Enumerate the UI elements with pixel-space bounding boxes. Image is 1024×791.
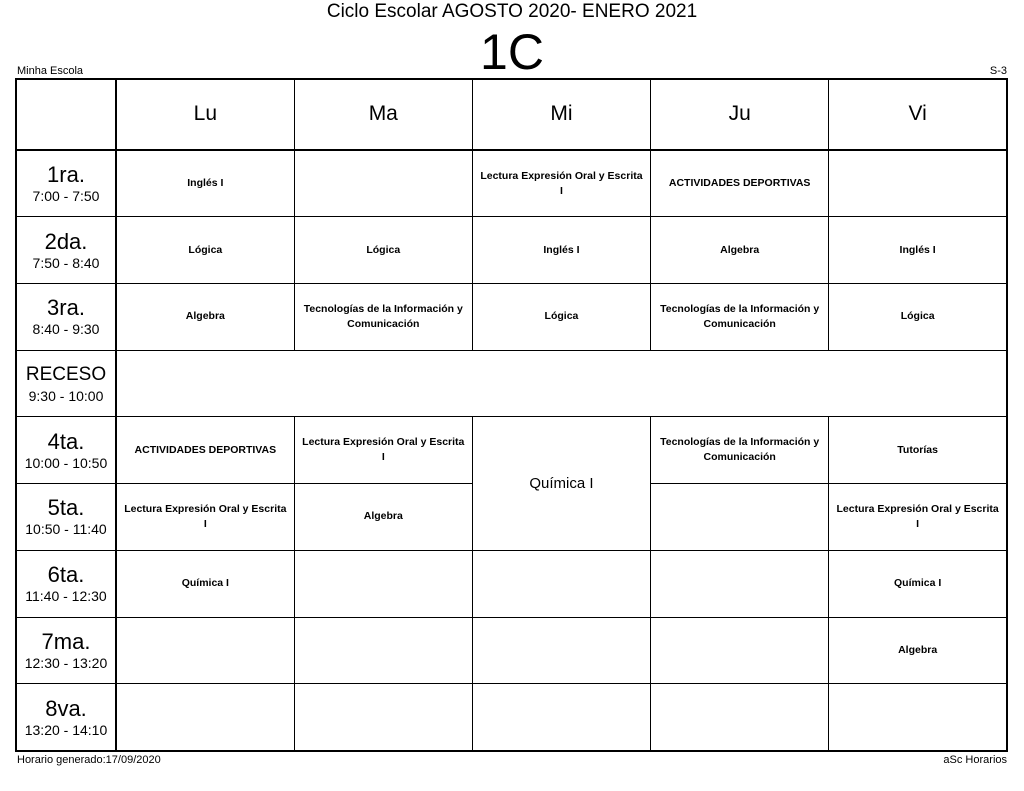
day-header-lu: Lu bbox=[116, 79, 294, 150]
class-cell bbox=[651, 550, 829, 617]
class-cell: Tecnologías de la Información y Comunicación bbox=[294, 284, 472, 351]
day-header-row bbox=[16, 79, 1007, 150]
period-time: 11:40 - 12:30 bbox=[25, 588, 107, 605]
class-cell: Lógica bbox=[116, 217, 294, 284]
class-cell: Inglés I bbox=[829, 217, 1007, 284]
period-row-1 bbox=[16, 150, 1007, 217]
class-cell bbox=[472, 550, 650, 617]
class-cell bbox=[294, 684, 472, 751]
class-cell bbox=[116, 684, 294, 751]
period-name: 2da. bbox=[44, 228, 88, 254]
period-row-6 bbox=[16, 550, 1007, 617]
period-name: 5ta. bbox=[47, 495, 85, 521]
class-cell: Lógica bbox=[294, 217, 472, 284]
period-row-7 bbox=[16, 617, 1007, 684]
software-name: aSc Horarios bbox=[943, 754, 1007, 766]
recess-cell bbox=[116, 350, 1007, 417]
class-cell: Algebra bbox=[294, 484, 472, 551]
class-cell bbox=[651, 484, 829, 551]
period-time: 10:00 - 10:50 bbox=[24, 454, 108, 471]
period-label bbox=[16, 350, 116, 417]
period-label bbox=[16, 684, 116, 751]
period-row-2 bbox=[16, 217, 1007, 284]
period-name: 3ra. bbox=[47, 295, 85, 321]
corner-cell bbox=[16, 79, 116, 150]
period-name: 4ta. bbox=[47, 428, 85, 454]
period-label bbox=[16, 284, 116, 351]
period-time: 7:00 - 7:50 bbox=[32, 188, 100, 205]
class-cell: Algebra bbox=[829, 617, 1007, 684]
class-cell bbox=[116, 617, 294, 684]
class-cell: Lectura Expresión Oral y Escrita I bbox=[294, 417, 472, 484]
class-cell: Inglés I bbox=[116, 150, 294, 217]
class-cell: Inglés I bbox=[472, 217, 650, 284]
class-cell bbox=[651, 617, 829, 684]
schedule-code: S-3 bbox=[989, 65, 1007, 77]
period-time: 12:30 - 13:20 bbox=[24, 654, 108, 671]
period-time: 7:50 - 8:40 bbox=[32, 254, 100, 271]
class-cell bbox=[651, 684, 829, 751]
day-header-ma: Ma bbox=[294, 79, 472, 150]
class-cell: Tecnologías de la Información y Comunicación bbox=[651, 284, 829, 351]
period-name: 6ta. bbox=[47, 562, 85, 588]
class-cell: Lógica bbox=[829, 284, 1007, 351]
class-cell bbox=[829, 150, 1007, 217]
class-cell bbox=[294, 617, 472, 684]
class-cell bbox=[294, 550, 472, 617]
class-cell: Tutorías bbox=[829, 417, 1007, 484]
period-label bbox=[16, 550, 116, 617]
class-cell: Lógica bbox=[472, 284, 650, 351]
timetable bbox=[15, 78, 1008, 752]
period-label bbox=[16, 217, 116, 284]
day-header-mi: Mi bbox=[472, 79, 650, 150]
class-cell: Lectura Expresión Oral y Escrita I bbox=[472, 150, 650, 217]
period-name: RECESO bbox=[25, 364, 107, 386]
period-name: 8va. bbox=[45, 695, 87, 721]
class-cell: ACTIVIDADES DEPORTIVAS bbox=[651, 150, 829, 217]
period-label bbox=[16, 417, 116, 484]
class-cell bbox=[829, 684, 1007, 751]
class-cell: Lectura Expresión Oral y Escrita I bbox=[829, 484, 1007, 551]
period-name: 1ra. bbox=[47, 162, 85, 188]
period-label bbox=[16, 150, 116, 217]
class-cell: Tecnologías de la Información y Comunicación bbox=[651, 417, 829, 484]
class-cell-double: Química I bbox=[472, 417, 650, 550]
period-label bbox=[16, 617, 116, 684]
school-name: Minha Escola bbox=[17, 65, 84, 77]
period-row-4 bbox=[16, 417, 1007, 484]
class-cell: ACTIVIDADES DEPORTIVAS bbox=[116, 417, 294, 484]
day-header-vi: Vi bbox=[829, 79, 1007, 150]
class-cell bbox=[294, 150, 472, 217]
day-header-ju: Ju bbox=[651, 79, 829, 150]
class-cell: Algebra bbox=[116, 284, 294, 351]
class-cell: Química I bbox=[829, 550, 1007, 617]
period-name: 7ma. bbox=[41, 628, 91, 654]
period-time: 10:50 - 11:40 bbox=[25, 521, 107, 538]
class-cell: Química I bbox=[116, 550, 294, 617]
class-cell bbox=[472, 617, 650, 684]
period-row-8 bbox=[16, 684, 1007, 751]
schedule-title: Ciclo Escolar AGOSTO 2020- ENERO 2021 bbox=[326, 1, 698, 22]
class-name: 1C bbox=[480, 24, 544, 80]
period-time: 8:40 - 9:30 bbox=[32, 321, 100, 338]
class-cell bbox=[472, 684, 650, 751]
period-label bbox=[16, 484, 116, 551]
class-cell: Algebra bbox=[651, 217, 829, 284]
recess-row bbox=[16, 350, 1007, 417]
period-row-3 bbox=[16, 284, 1007, 351]
period-time: 13:20 - 14:10 bbox=[24, 721, 108, 738]
period-time: 9:30 - 10:00 bbox=[28, 388, 104, 405]
generated-date: Horario generado:17/09/2020 bbox=[17, 754, 161, 766]
class-cell: Lectura Expresión Oral y Escrita I bbox=[116, 484, 294, 551]
